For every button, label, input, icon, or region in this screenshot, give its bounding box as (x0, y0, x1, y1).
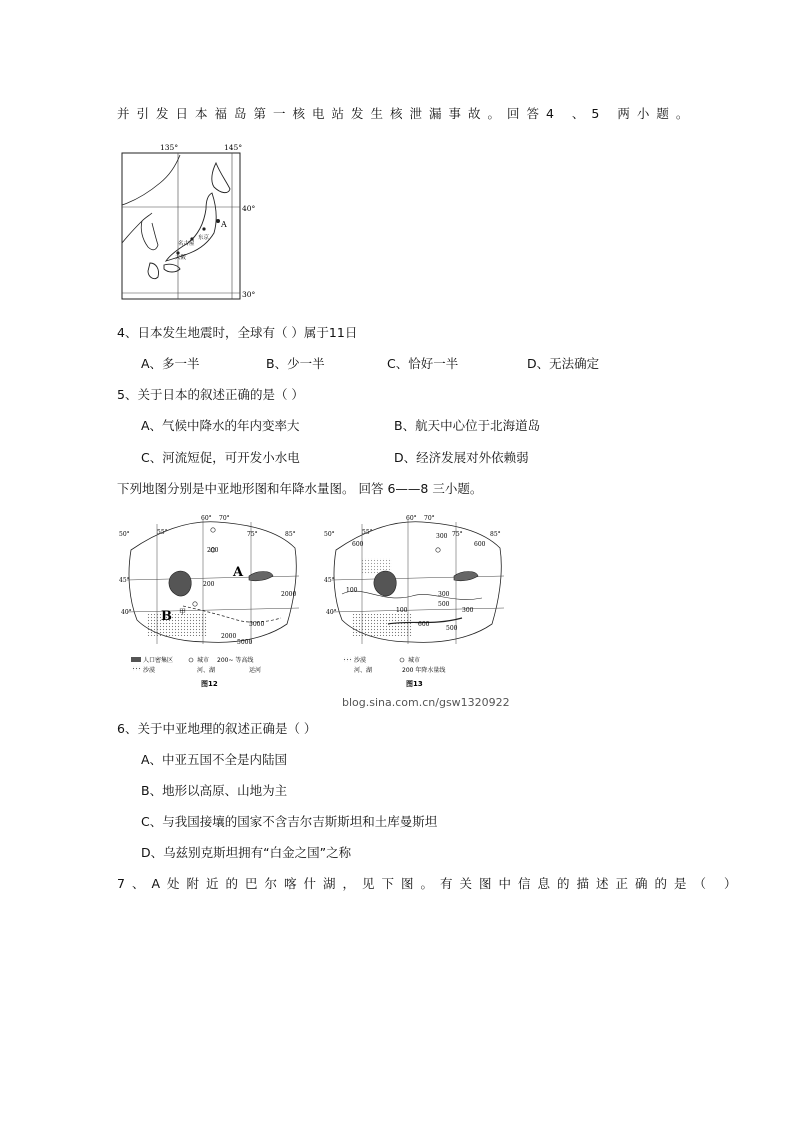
q6-option-c: C、与我国接壤的国家不含吉尔吉斯斯坦和土库曼斯坦 (141, 814, 438, 829)
fig12-lat-45: 45° (119, 577, 130, 584)
q6-stem: 6、关于中亚地理的叙述正确是（ ） (117, 721, 317, 736)
q4-option-a: A、多一半 (141, 356, 200, 371)
city-nagoya: 名古屋 (178, 241, 195, 247)
fig12-lon-55: 55° (157, 529, 168, 536)
fig13-legend-river-lake: 河、湖 (354, 667, 373, 674)
q6-option-d: D、乌兹别克斯坦拥有“白金之国”之称 (141, 845, 352, 860)
fig13-value-5: 100 (396, 607, 408, 614)
fig13-value-7: 500 (438, 601, 450, 608)
fig12-value-1: 200 (207, 547, 219, 554)
fig13-value-4: 100 (346, 587, 358, 594)
fig13-lat-45: 45° (324, 577, 335, 584)
fig13-caption: 图13 (406, 680, 423, 688)
fig12-lat-40: 40° (121, 609, 132, 616)
fig12-lon-50: 50° (119, 531, 130, 538)
point-a-label: A (221, 220, 227, 229)
q7-stem: 7、A处附近的巴尔喀什湖，见下图。有关图中信息的描述正确的是（ ） (117, 876, 744, 891)
fig13-value-8: 600 (418, 621, 430, 628)
q4-option-c: C、恰好一半 (387, 356, 459, 371)
fig12-legend-contour: 200~ 等高线 (217, 657, 254, 664)
fig12-legend-city: 城市 (197, 657, 210, 664)
fig12-value-3: 2000 (281, 591, 297, 598)
fig12-legend-river-lake: 河、湖 (197, 667, 216, 674)
fig13-value-10: 500 (446, 625, 458, 632)
lat-label-30: 30° (242, 290, 256, 299)
q4-option-b: B、少一半 (266, 356, 325, 371)
fig13-lon-50: 50° (324, 531, 335, 538)
fig12-label-a: A (233, 565, 244, 580)
figure-13-precipitation-map (322, 514, 512, 694)
fig12-caption: 图12 (201, 680, 218, 688)
fig13-lat-40: 40° (326, 609, 337, 616)
fig13-lon-55: 55° (362, 529, 373, 536)
maps-intro: 下列地图分别是中亚地形图和年降水量图。 回答 6——8 三小题。 (117, 481, 483, 496)
q5-option-c: C、河流短促，可开发小水电 (141, 450, 300, 465)
q5-stem: 5、关于日本的叙述正确的是（ ） (117, 387, 304, 402)
fig13-value-6: 300 (438, 591, 450, 598)
fig12-legend-population: 人口密集区 (143, 657, 174, 664)
fig12-value-6: 5000 (237, 639, 253, 646)
q5-option-d: D、经济发展对外依赖弱 (394, 450, 529, 465)
fig12-lon-85: 85° (285, 531, 296, 538)
fig13-value-9: 300 (462, 607, 474, 614)
lon-label-145: 145° (224, 143, 243, 152)
fig13-legend-isohyet: 200 年降水量线 (402, 667, 446, 674)
lat-label-40: 40° (242, 204, 256, 213)
fig12-legend-canal: 运河 (249, 667, 262, 674)
q5-option-a: A、气候中降水的年内变率大 (141, 418, 300, 433)
fig13-value-2: 300 (436, 533, 448, 540)
fig12-legend-desert: 沙漠 (143, 667, 156, 674)
figure-12-topographic-map (117, 514, 307, 694)
fig12-label-b: B (161, 609, 172, 624)
watermark: blog.sina.com.cn/gsw1320922 (342, 696, 510, 709)
fig12-label-jia: 甲 (179, 608, 186, 616)
intro-line: 并引发日本福岛第一核电站发生核泄漏事故。回答4 、5 两小题。 (117, 106, 696, 121)
fig12-lon-60: 60° (201, 515, 212, 522)
lon-label-135: 135° (160, 143, 179, 152)
fig13-legend-city: 城市 (408, 657, 421, 664)
fig12-lon-75: 75° (247, 531, 258, 538)
fig13-legend-desert: 沙漠 (354, 657, 367, 664)
fig12-lon-70: 70° (219, 515, 230, 522)
city-osaka: 大阪 (175, 255, 187, 261)
q6-option-b: B、地形以高原、山地为主 (141, 783, 288, 798)
q4-option-d: D、无法确定 (527, 356, 600, 371)
fig12-value-5: 2000 (221, 633, 237, 640)
fig12-value-4: 5000 (249, 621, 265, 628)
q6-option-a: A、中亚五国不全是内陆国 (141, 752, 288, 767)
japan-map (120, 143, 280, 303)
fig13-lon-75: 75° (452, 531, 463, 538)
point-a-marker (216, 219, 220, 223)
fig13-lon-60: 60° (406, 515, 417, 522)
fig13-lon-70: 70° (424, 515, 435, 522)
q4-stem: 4、日本发生地震时，全球有（ ）属于11日 (117, 325, 358, 340)
fig13-value-3: 600 (474, 541, 486, 548)
fig13-value-1: 600 (352, 541, 364, 548)
fig12-value-2: 200 (203, 581, 215, 588)
city-tokyo: 东京 (198, 235, 210, 241)
fig13-lon-85: 85° (490, 531, 501, 538)
q5-option-b: B、航天中心位于北海道岛 (394, 418, 541, 433)
